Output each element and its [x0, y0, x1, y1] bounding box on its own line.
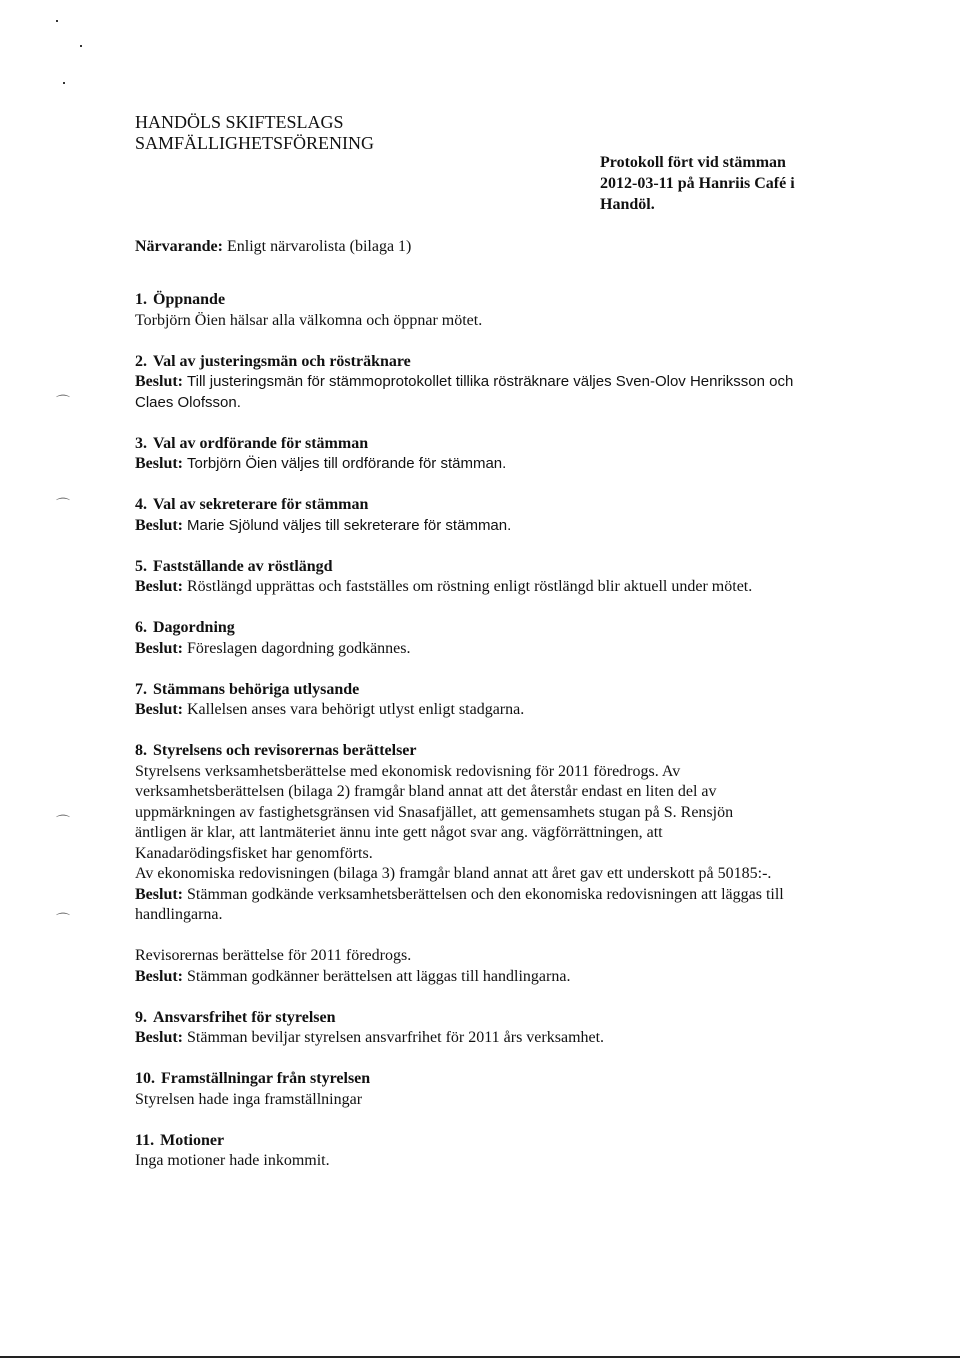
- agenda-section: [135, 680, 875, 742]
- section-number: 5.: [135, 557, 147, 575]
- agenda-section: [135, 352, 875, 434]
- section-title: Fastställande av röstlängd: [153, 557, 333, 575]
- section-text-line: [135, 864, 875, 885]
- section-title: Val av sekreterare för stämman: [153, 496, 369, 513]
- section-text-line: [135, 1028, 875, 1049]
- section-text: Stämman godkände verksamhetsberättelsen och den ekonomiska redovisningen att läggas till: [187, 885, 784, 903]
- decision-label: Beslut:: [135, 373, 183, 390]
- section-title: Val av ordförande för stämman: [153, 434, 369, 452]
- section-text: Torbjörn Öien hälsar alla välkomna och öppnar mötet.: [135, 311, 483, 329]
- organization-name-line-1: HANDÖLS SKIFTESLAGS: [135, 112, 344, 132]
- section-text: uppmärkningen av fastighetsgränsen vid Snasafjället, att gemensamhets stugan på S. Rensjön: [135, 803, 734, 821]
- section-spacer: [135, 1110, 875, 1131]
- section-text: Marie Sjölund väljes till sekreterare för stämman.: [187, 516, 512, 534]
- section-heading: [135, 1069, 875, 1090]
- section-heading: [135, 1131, 875, 1152]
- section-text-line: [135, 1151, 875, 1172]
- organization-name: [135, 112, 374, 154]
- agenda-section: [135, 741, 875, 1008]
- section-title: Stämmans behöriga utlysande: [153, 680, 360, 698]
- section-spacer: [135, 987, 875, 1008]
- section-heading: [135, 680, 875, 701]
- section-spacer: [135, 331, 875, 352]
- agenda-section: [135, 618, 875, 680]
- section-spacer: [135, 1049, 875, 1070]
- section-text-line: [135, 700, 875, 721]
- margin-mark: ⌒: [56, 816, 70, 831]
- section-title: Motioner: [160, 1131, 225, 1149]
- section-text-line: [135, 393, 875, 414]
- agenda-section: [135, 1008, 875, 1070]
- section-number: 3.: [135, 434, 147, 452]
- section-text: Revisorernas berättelse för 2011 föredrogs.: [135, 947, 412, 964]
- section-heading: [135, 495, 875, 516]
- section-number: 11.: [135, 1131, 155, 1149]
- decision-label: Beslut:: [135, 885, 183, 903]
- section-number: 8.: [135, 742, 147, 759]
- margin-mark: ⌒: [56, 914, 70, 929]
- attendance-text: Enligt närvarolista (bilaga 1): [226, 238, 412, 255]
- section-text-line: [135, 639, 875, 660]
- section-text: Föreslagen dagordning godkännes.: [187, 639, 411, 657]
- section-title: Framställningar från styrelsen: [161, 1070, 371, 1087]
- protocol-header-line-2: 2012-03-11 på Hanriis Café i: [600, 175, 795, 192]
- section-title: Val av justeringsmän och rösträknare: [153, 352, 411, 370]
- section-heading: [135, 741, 875, 762]
- section-text-line: [135, 967, 875, 988]
- section-spacer: [135, 536, 875, 557]
- section-number: 10.: [135, 1070, 155, 1087]
- section-text: Stämman beviljar styrelsen ansvarfrihet för 2011 års verksamhet.: [187, 1029, 605, 1046]
- section-text: Inga motioner hade inkommit.: [135, 1152, 330, 1169]
- section-text-line: [135, 823, 875, 844]
- section-text: Kallelsen anses vara behörigt utlyst enligt stadgarna.: [187, 701, 525, 718]
- decision-label: Beslut:: [135, 455, 183, 472]
- section-text: verksamhetsberättelsen (bilaga 2) framgår bland annat att det återstår endast en liten del av: [135, 783, 717, 800]
- decision-label: Beslut:: [135, 701, 183, 718]
- section-number: 4.: [135, 496, 147, 513]
- section-text-line: [135, 454, 875, 475]
- section-text: Av ekonomiska redovisningen (bilaga 3) framgår bland annat att året gav ett underskott på 50185:-.: [135, 865, 772, 882]
- agenda-section: [135, 557, 875, 619]
- section-text: Röstlängd upprättas och fastställes om röstning enligt röstlängd blir aktuell under mötet.: [187, 578, 753, 595]
- section-heading: [135, 290, 875, 311]
- decision-label: Beslut:: [135, 967, 183, 985]
- scan-speck: [56, 20, 58, 22]
- section-text-line: [135, 782, 875, 803]
- protocol-header: [600, 152, 850, 215]
- protocol-header-line-1: Protokoll fört vid stämman: [600, 154, 786, 171]
- decision-label: Beslut:: [135, 1029, 183, 1046]
- section-number: 7.: [135, 680, 147, 698]
- section-text-line: [135, 372, 875, 393]
- agenda-section: [135, 495, 875, 557]
- section-number: 9.: [135, 1008, 147, 1026]
- agenda-section: [135, 290, 875, 352]
- scan-speck: [80, 45, 82, 47]
- section-text-line: [135, 905, 875, 926]
- section-text: Styrelsens verksamhetsberättelse med ekonomisk redovisning för 2011 föredrogs. Av: [135, 762, 681, 780]
- section-text: Till justeringsmän för stämmoprotokollet tillika rösträknare väljes Sven-Olov Henriksson och: [187, 373, 794, 390]
- attendance-label: Närvarande:: [135, 238, 223, 255]
- agenda-section: [135, 434, 875, 496]
- section-heading: [135, 352, 875, 373]
- section-text: äntligen är klar, att lantmäteriet ännu inte gett något svar ang. vägförrättningen, att: [135, 824, 663, 841]
- section-text: Styrelsen hade inga framställningar: [135, 1090, 363, 1108]
- section-text: Claes Olofsson.: [135, 393, 241, 411]
- scan-speck: [63, 82, 65, 84]
- agenda-section: [135, 1131, 875, 1172]
- organization-name-line-2: SAMFÄLLIGHETSFÖRENING: [135, 133, 375, 153]
- section-text-line: [135, 762, 875, 783]
- section-text-line: [135, 311, 875, 332]
- section-spacer: [135, 721, 875, 742]
- section-number: 1.: [135, 291, 147, 308]
- section-title: Ansvarsfrihet för styrelsen: [153, 1008, 336, 1026]
- attendance: [135, 237, 411, 257]
- margin-mark: ⌒: [56, 396, 70, 411]
- section-heading: [135, 557, 875, 578]
- protocol-header-line-3: Handöl.: [600, 196, 655, 213]
- section-text-line: [135, 577, 875, 598]
- margin-mark: ⌒: [56, 499, 70, 514]
- section-text-line: [135, 516, 875, 537]
- agenda-section: [135, 1069, 875, 1131]
- section-title: Dagordning: [153, 619, 235, 636]
- section-text-line: [135, 885, 875, 906]
- section-heading: [135, 1008, 875, 1029]
- section-title: Öppnande: [153, 291, 226, 308]
- decision-label: Beslut:: [135, 516, 183, 534]
- decision-label: Beslut:: [135, 578, 183, 595]
- section-spacer: [135, 659, 875, 680]
- section-heading: [135, 434, 875, 455]
- section-heading: [135, 618, 875, 639]
- section-spacer: [135, 413, 875, 434]
- section-spacer: [135, 475, 875, 496]
- section-number: 2.: [135, 352, 147, 370]
- section-text-line: [135, 803, 875, 824]
- section-text-line: [135, 844, 875, 865]
- section-number: 6.: [135, 619, 147, 636]
- section-text-line: [135, 946, 875, 967]
- section-text: Stämman godkänner berättelsen att läggas till handlingarna.: [187, 967, 571, 985]
- decision-label: Beslut:: [135, 639, 183, 657]
- section-text: Torbjörn Öien väljes till ordförande för stämman.: [187, 455, 507, 472]
- blank-line: [135, 926, 875, 947]
- section-text-line: [135, 1090, 875, 1111]
- section-text: handlingarna.: [135, 906, 223, 923]
- section-text: Kanadarödingsfisket har genomförts.: [135, 844, 373, 862]
- agenda-sections: [135, 290, 875, 1172]
- section-title: Styrelsens och revisorernas berättelser: [153, 742, 417, 759]
- section-spacer: [135, 598, 875, 619]
